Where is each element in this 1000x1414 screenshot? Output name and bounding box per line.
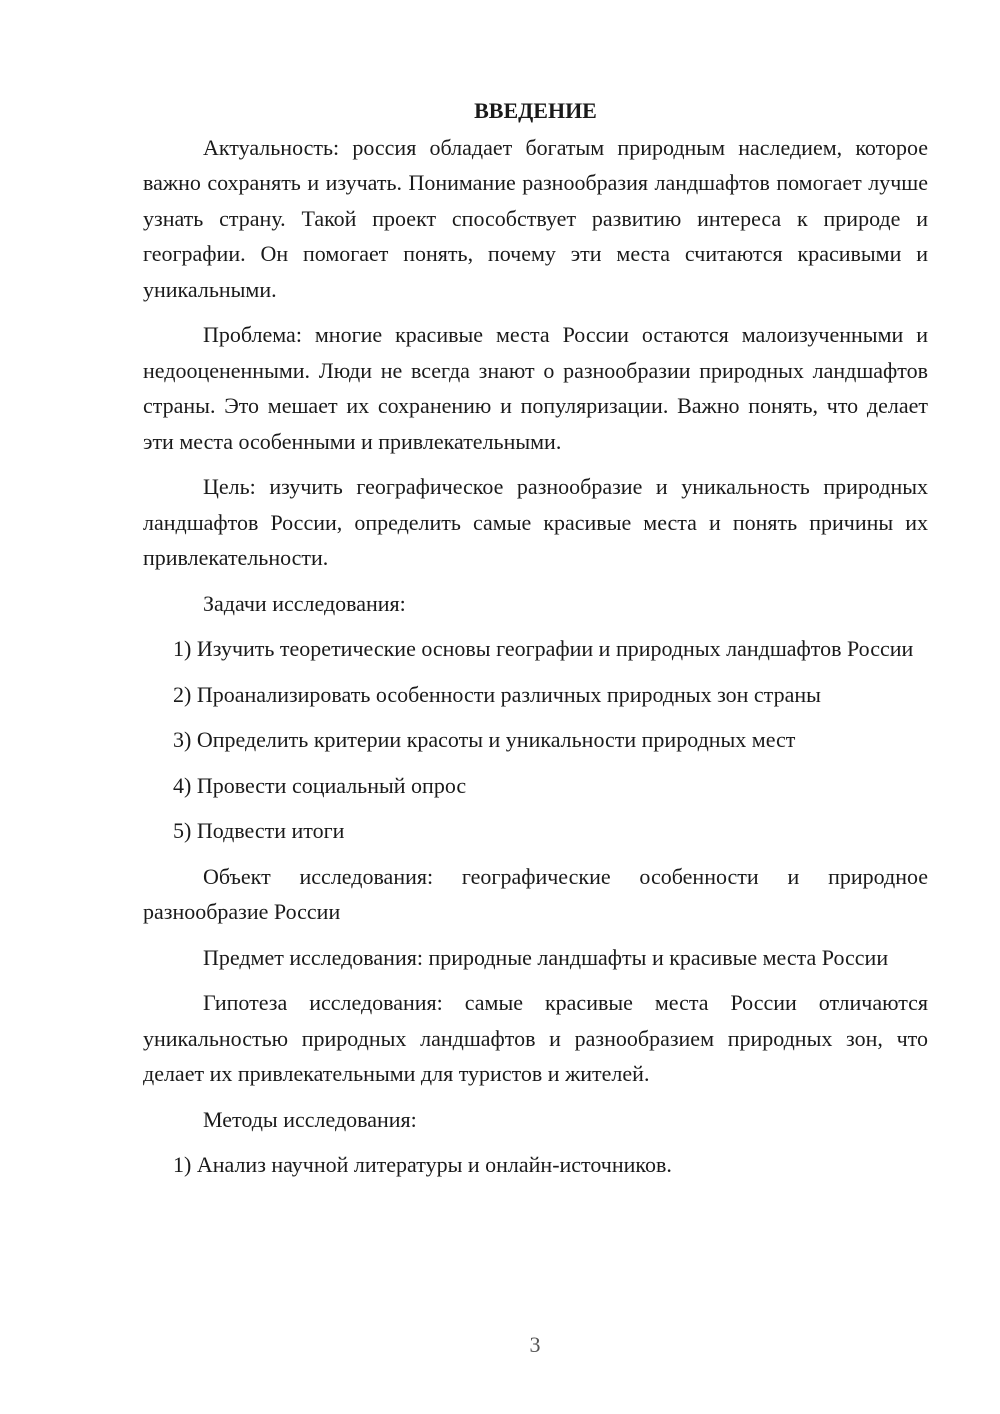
task-item-5: 5) Подвести итоги <box>173 818 345 843</box>
page-number: 3 <box>529 1332 541 1357</box>
goal-paragraph: Цель: изучить географическое разнообразие и уникальность природных ландшафтов России, определить самые красивые места и понять причины их привлекательности. <box>143 474 928 570</box>
method-item-1: 1) Анализ научной литературы и онлайн-источников. <box>173 1152 672 1177</box>
task-item-1: 1) Изучить теоретические основы географии и природных ландшафтов России <box>173 636 914 661</box>
task-item-2: 2) Проанализировать особенности различных природных зон страны <box>173 681 821 707</box>
section-title: ВВЕДЕНИЕ <box>474 98 597 123</box>
tasks-heading: Задачи исследования: <box>203 590 406 616</box>
subject-paragraph: Предмет исследования: природные ландшафты и красивые места России <box>203 944 889 970</box>
problem-paragraph: Проблема: многие красивые места России остаются малоизученными и недооцененными. Люди не всегда знают о разнообразии природных ландшафтов страны. Это мешает их сохранению и популяризации. Важно понять, что делает эти места особенными и привлекательными. <box>143 322 928 454</box>
hypothesis-paragraph: Гипотеза исследования: самые красивые места России отличаются уникальностью природных ландшафтов и разнообразием природных зон, что делает их привлекательными для туристов и жителей. <box>143 990 928 1086</box>
task-item-3: 3) Определить критерии красоты и уникальности природных мест <box>173 727 796 752</box>
task-item-4: 4) Провести социальный опрос <box>173 772 467 798</box>
relevance-paragraph: Актуальность: россия обладает богатым природным наследием, которое важно сохранять и изучать. Понимание разнообразия ландшафтов помогает лучше узнать страну. Такой проект способствует развитию интереса к природе и географии. Он помогает понять, почему эти места считаются красивыми и уникальными. <box>143 134 928 302</box>
methods-heading: Методы исследования: <box>203 1106 417 1132</box>
document-page <box>143 93 928 1193</box>
object-paragraph: Объект исследования: географические особенности и природное разнообразие России <box>143 863 928 924</box>
